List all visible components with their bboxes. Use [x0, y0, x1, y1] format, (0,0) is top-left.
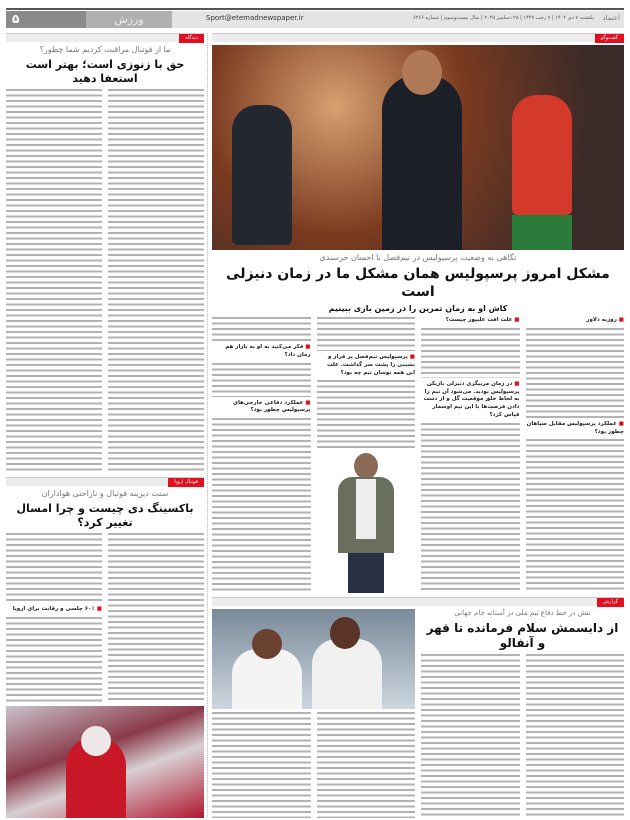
top-rule — [6, 8, 624, 10]
europe-tag: فوتبال اروپا — [168, 478, 204, 487]
player-white-shirt-2 — [312, 639, 382, 709]
europe-body-col2a — [6, 533, 102, 603]
player-head-2 — [330, 617, 360, 649]
newspaper-logo: اعتماد — [602, 14, 620, 22]
portrait-shirt — [356, 479, 376, 539]
opinion-columns — [6, 89, 204, 471]
opinion-kicker: ما از فوتبال مراقبت کردیم شما چطور؟ — [39, 45, 171, 54]
interview-answer-5 — [212, 418, 311, 593]
portrait-jeans — [348, 553, 384, 593]
interview-col-c — [317, 317, 416, 593]
europe-subhead: ■ ۶۰٪ چلسی و رقابت برای اروپا — [6, 606, 102, 614]
issue-date: یکشنبه ۷ دی ۱۴۰۴ | ۷ رجب ۱۴۴۷ | ۲۸ دسامبر ۲۰۲۵ | سال بیست‌وسوم | شماره ۶۲۶۶ — [413, 15, 594, 21]
interview-columns — [212, 317, 624, 593]
player-center-head — [402, 50, 442, 95]
section-title: ورزش — [86, 11, 172, 28]
europe-tag-bar — [6, 477, 204, 486]
opinion-headline: حق با زنوزی است؛ بهتر است استعفا دهید — [25, 58, 185, 86]
player-opponent — [512, 95, 572, 215]
report-tag: گزارش — [597, 598, 624, 607]
page-number: ۵ — [6, 11, 86, 28]
report-body-col1 — [421, 654, 520, 818]
interview-answer-3 — [317, 380, 416, 450]
ehsan-khorsandi-photo — [334, 453, 398, 593]
interview-article — [212, 33, 624, 593]
interview-tag-bar — [212, 33, 624, 42]
europe-body-col1 — [108, 533, 204, 703]
europe-columns — [6, 533, 204, 703]
interview-question-3: ■ پرسپولیس نیم‌فصل پر فراز و نشیبی را پشت سر گذاشت. علت این همه نوسان تیم چه بود؟ — [317, 354, 416, 377]
fan-head — [81, 726, 111, 756]
interview-kicker: نگاهی به وضعیت پرسپولیس در نیم‌فصل با احسان خرسندی — [319, 253, 517, 262]
section-email[interactable]: Sport@etemadnewspaper.ir — [206, 14, 304, 22]
interview-author: ■ روزبه دلاور — [526, 317, 625, 325]
report-body-col0 — [526, 654, 625, 818]
boxing-day-photo — [6, 706, 204, 818]
europe-headline: باکسینگ دی چیست و چرا امسال تغییر کرد؟ — [16, 502, 194, 530]
report-kicker: تنش در خط دفاع تیم ملی در آستانه جام جهانی — [454, 609, 591, 617]
opinion-body-col2 — [6, 89, 102, 471]
opinion-tag-bar — [6, 33, 204, 42]
interview-headline: مشکل امروز پرسپولیس همان مشکل ما در زمان دنیزلی است — [226, 266, 610, 300]
column-divider — [207, 33, 208, 818]
interview-answer-4 — [212, 363, 311, 397]
interview-answer-3a — [317, 317, 416, 351]
report-article — [212, 597, 624, 818]
player-center — [382, 75, 462, 250]
interview-subtitle: کاش او به زمان تمرین را در زمین بازی ببینیم — [328, 304, 508, 314]
europe-kicker: سنت دیرینه فوتبال و ناراحتی هواداران — [41, 489, 169, 498]
report-photo-block — [212, 609, 415, 818]
report-body-col2 — [317, 712, 416, 818]
interview-question-5: ■ عملکرد دفاعی خارجی‌های پرسپولیس چطور بود؟ — [212, 400, 311, 415]
europe-article — [6, 477, 204, 818]
report-body-col3 — [212, 712, 311, 818]
interview-col-d — [212, 317, 311, 593]
player-left — [232, 105, 292, 245]
opinion-article — [6, 33, 204, 471]
player-head-1 — [252, 629, 282, 659]
interview-intro-text — [526, 328, 625, 418]
interview-answer-1 — [421, 328, 520, 378]
page-header — [6, 11, 624, 28]
player-opponent-shorts — [512, 215, 572, 250]
interview-question-6: ■ عملکرد پرسپولیس مقابل سپاهان چطور بود؟ — [526, 421, 625, 436]
report-headline: از دابسمش سلام فرمانده تا قهر و آنفالو — [426, 621, 619, 651]
report-text-block — [421, 609, 624, 818]
opinion-tag: دیدگاه — [179, 34, 204, 43]
interview-question-1: ■ علت افت علیپور چیست؟ — [421, 317, 520, 325]
interview-question-2: ■ در زمان مربیگری دنیزلی بازیکن پرسپولیس بودید. می‌شود آن تیم را به لحاظ خلق موقعیت گل و از دست دادن فرصت‌ها با این تیم اوسمار قیاس کرد؟ — [421, 381, 520, 419]
interview-answer-2 — [421, 423, 520, 593]
interview-answer-4a — [212, 317, 311, 341]
interview-col-b — [421, 317, 520, 593]
interview-answer-6 — [526, 439, 625, 593]
persepolis-players-photo — [212, 45, 624, 250]
opinion-body-col1 — [108, 89, 204, 471]
portrait-head — [354, 453, 378, 479]
europe-body-col2b — [6, 617, 102, 703]
report-tag-bar — [212, 597, 624, 606]
interview-col-a — [526, 317, 625, 593]
interview-question-4: ■ فکر می‌کنید به او به بازار هم زمان داد؟ — [212, 344, 311, 359]
report-layout — [212, 609, 624, 818]
national-team-photo — [212, 609, 415, 709]
interview-tag: گفت‌وگو — [595, 34, 624, 43]
